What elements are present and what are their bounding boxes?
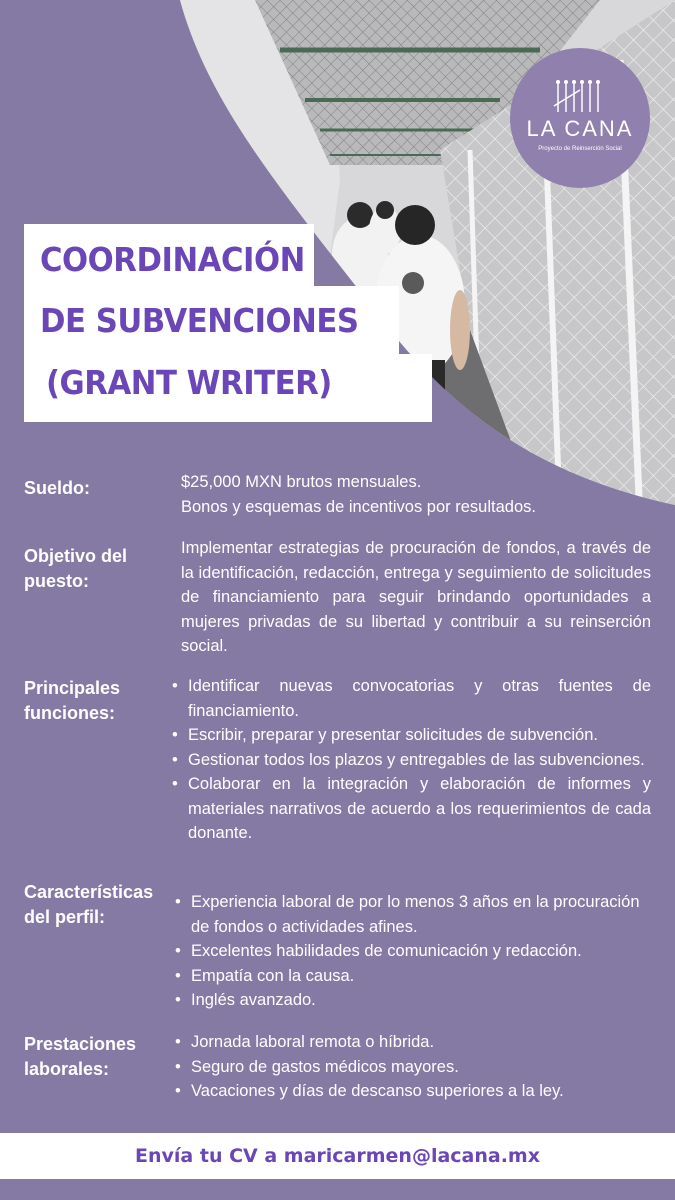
sueldo-label: Sueldo: — [24, 478, 90, 498]
list-item: • Vacaciones y días de descanso superiores a la ley. — [175, 1079, 653, 1104]
funciones-list — [172, 674, 651, 846]
list-item: • Jornada laboral remota o híbrida. — [175, 1030, 653, 1055]
sueldo-body — [181, 470, 651, 519]
funciones-label — [24, 676, 174, 726]
list-item: • Experiencia laboral de por lo menos 3 años en la procuración de fondos o actividades afines. — [175, 890, 653, 939]
cane-icon — [550, 76, 610, 116]
prestaciones-label — [24, 1032, 174, 1082]
objetivo-label-line: puesto: — [24, 571, 89, 591]
prestaciones-label-line: laborales: — [24, 1059, 110, 1079]
objetivo-label — [24, 544, 174, 594]
sueldo-line: $25,000 MXN brutos mensuales. — [181, 473, 422, 491]
list-item: • Colaborar en la integración y elaboración de informes y materiales narrativos de acuerdo a los requerimientos de cada donante. — [172, 772, 651, 846]
list-item: • Seguro de gastos médicos mayores. — [175, 1055, 653, 1080]
objetivo-label-line: Objetivo del — [24, 546, 128, 566]
logo-name: LA CANA — [526, 116, 634, 141]
perfil-label-line: Características — [24, 882, 154, 902]
list-item: • Gestionar todos los plazos y entregables de las subvenciones. — [172, 748, 651, 773]
perfil-list — [175, 890, 653, 1013]
list-item: • Excelentes habilidades de comunicación y redacción. — [175, 939, 653, 964]
page-title-line-2: DE SUBVENCIONES — [40, 301, 359, 340]
page-title-line-3: (GRANT WRITER) — [46, 363, 332, 402]
list-item: • Identificar nuevas convocatorias y otras fuentes de financiamiento. — [172, 674, 651, 723]
perfil-label — [24, 880, 174, 930]
list-item: • Escribir, preparar y presentar solicitudes de subvención. — [172, 723, 651, 748]
list-item: • Inglés avanzado. — [175, 988, 653, 1013]
logo — [510, 48, 650, 188]
objetivo-body: Implementar estrategias de procuración de fondos, a través de la identificación, redacción, entrega y seguimiento de solicitudes de financiamiento para seguir brindando oportunidades a mujeres privadas de su libertad y contribuir a su reinserción social. — [181, 539, 651, 655]
contact-banner[interactable]: Envía tu CV a maricarmen@lacana.mx — [0, 1133, 675, 1179]
sueldo-line: Bonos y esquemas de incentivos por resultados. — [181, 497, 536, 516]
funciones-label-line: Principales — [24, 678, 121, 698]
page-title-line-1: COORDINACIÓN — [40, 240, 305, 279]
funciones-label-line: funciones: — [24, 703, 116, 723]
list-item: • Empatía con la causa. — [175, 964, 653, 989]
prestaciones-list — [175, 1030, 653, 1104]
prestaciones-label-line: Prestaciones — [24, 1034, 137, 1054]
logo-subtitle: Proyecto de Reinserción Social — [538, 146, 622, 152]
perfil-label-line: del perfil: — [24, 907, 106, 927]
